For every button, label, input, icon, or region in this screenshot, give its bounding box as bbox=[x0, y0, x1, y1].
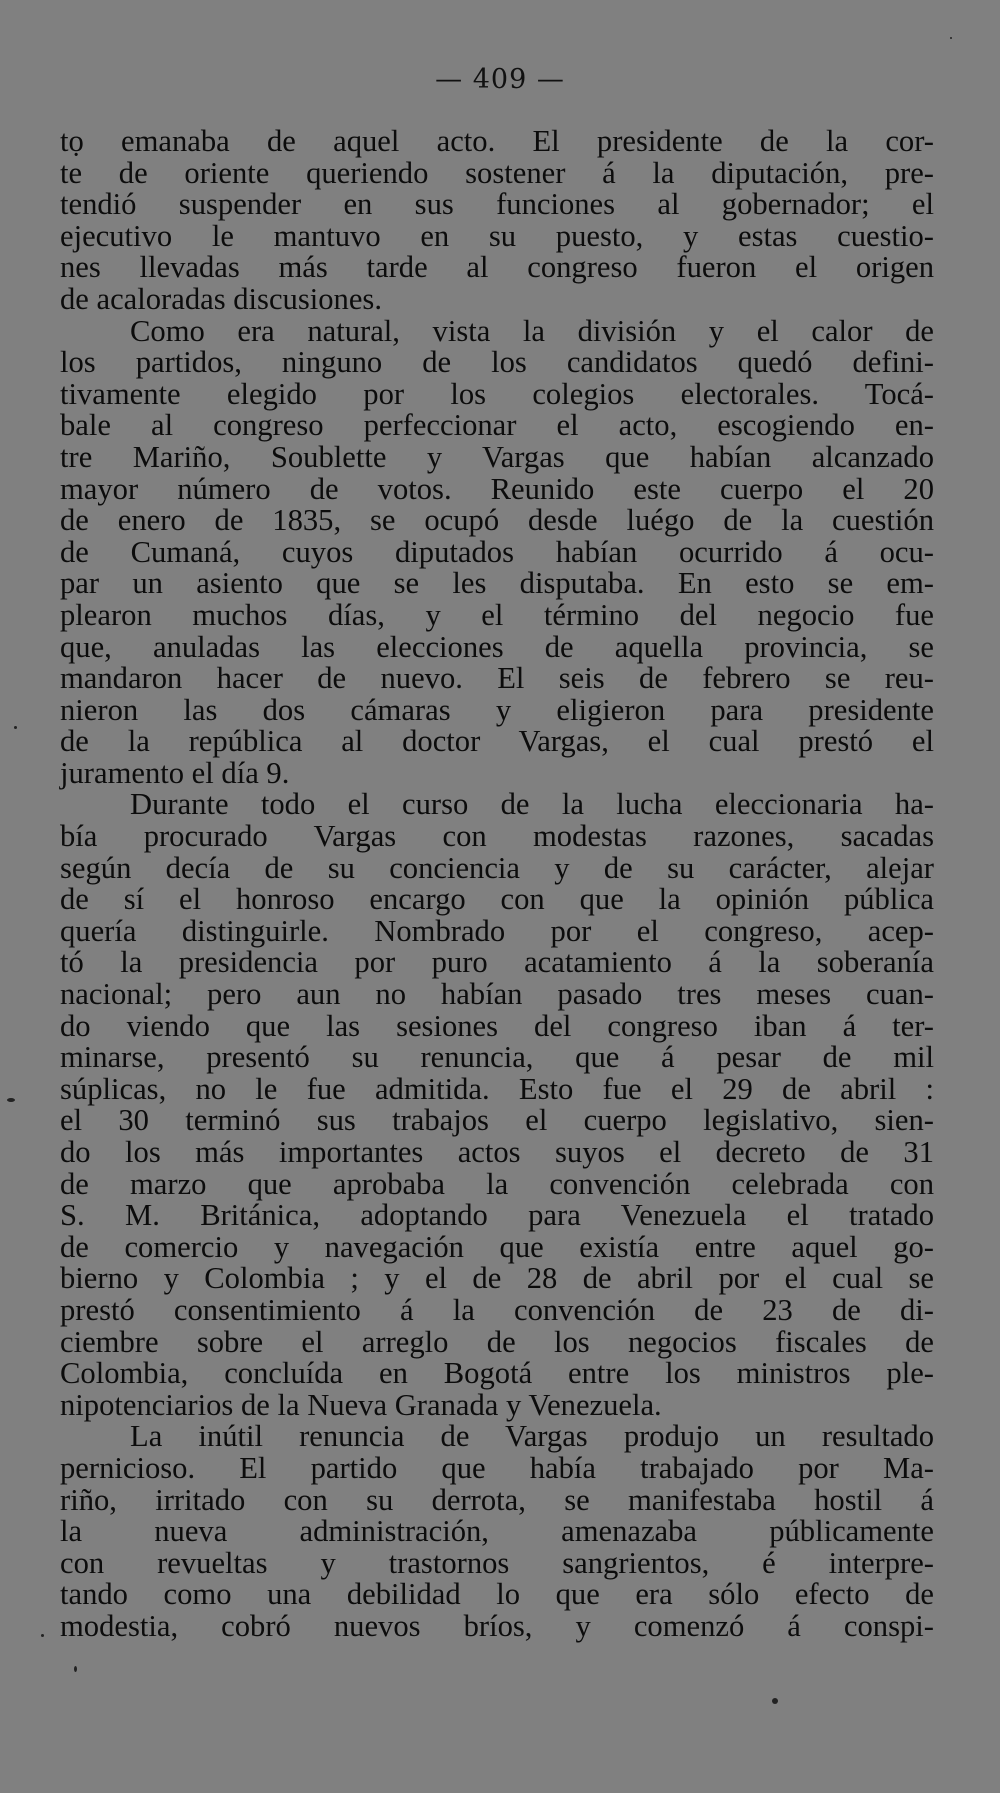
text-line: de la república al doctor Vargas, el cual prestó el bbox=[60, 724, 934, 759]
text-line: nipotenciarios de la Nueva Granada y Venezuela. bbox=[60, 1387, 662, 1422]
text-line: con revueltas y trastornos sangrientos, é interpre- bbox=[60, 1545, 934, 1580]
text-line: nes llevadas más tarde al congreso fueron el origen bbox=[60, 250, 934, 285]
text-line: modestia, cobró nuevos bríos, y comenzó á conspi- bbox=[60, 1608, 934, 1643]
text-line: nieron las dos cámaras y eligieron para presidente bbox=[60, 692, 934, 727]
text-line: te de oriente queriendo sostener á la diputación, pre- bbox=[60, 155, 934, 190]
scan-speck bbox=[14, 726, 17, 729]
text-line: riño, irritado con su derrota, se manifestaba hostil á bbox=[60, 1482, 934, 1517]
text-line: bierno y Colombia ; y el de 28 de abril por el cual se bbox=[60, 1261, 934, 1296]
text-line: mayor número de votos. Reunido este cuerpo el 20 bbox=[60, 471, 934, 506]
text-line: Como era natural, vista la división y el calor de bbox=[130, 313, 934, 348]
text-line: bale al congreso perfeccionar el acto, escogiendo en- bbox=[60, 408, 934, 443]
text-line: La inútil renuncia de Vargas produjo un resultado bbox=[130, 1419, 934, 1454]
text-line: tọ emanaba de aquel acto. El presidente de la cor- bbox=[60, 124, 934, 158]
text-line: de enero de 1835, se ocupó desde luégo de la cuestión bbox=[60, 503, 934, 538]
scan-speck bbox=[7, 1098, 15, 1102]
text-line: tó la presidencia por puro acatamiento á la soberanía bbox=[60, 945, 934, 980]
text-line: el 30 terminó sus trabajos el cuerpo legislativo, sien- bbox=[60, 1103, 934, 1138]
text-line: tre Mariño, Soublette y Vargas que habían alcanzado bbox=[60, 439, 934, 474]
text-line: bía procurado Vargas con modestas razones, sacadas bbox=[60, 819, 934, 854]
text-line: los partidos, ninguno de los candidatos quedó defini- bbox=[60, 345, 934, 380]
text-line: par un asiento que se les disputaba. En esto se em- bbox=[60, 566, 934, 601]
scan-speck bbox=[772, 1698, 778, 1704]
text-line: de marzo que aprobaba la convención celebrada con bbox=[60, 1166, 934, 1201]
text-line: tivamente elegido por los colegios electorales. Tocá- bbox=[60, 376, 934, 411]
text-line: la nueva administración, amenazaba públicamente bbox=[60, 1514, 934, 1549]
text-line: Durante todo el curso de la lucha eleccionaria ha- bbox=[130, 787, 934, 822]
scan-speck bbox=[950, 37, 952, 39]
scan-speck bbox=[41, 1634, 44, 1637]
page-number: — 409 — bbox=[435, 64, 565, 95]
scan-speck bbox=[74, 1666, 77, 1672]
text-line: minarse, presentó su renuncia, que á pesar de mil bbox=[60, 1040, 934, 1075]
text-line: de Cumaná, cuyos diputados habían ocurrido á ocu- bbox=[60, 534, 934, 569]
text-line: tando como una debilidad lo que era sólo efecto de bbox=[60, 1577, 934, 1612]
text-line: de acaloradas discusiones. bbox=[60, 281, 382, 316]
text-line: juramento el día 9. bbox=[60, 755, 290, 790]
text-line: tendió suspender en sus funciones al gobernador; el bbox=[60, 187, 934, 222]
text-line: de comercio y navegación que existía entre aquel go- bbox=[60, 1229, 934, 1264]
text-line: ciembre sobre el arreglo de los negocios fiscales de bbox=[60, 1324, 934, 1359]
text-line: nacional; pero aun no habían pasado tres meses cuan- bbox=[60, 977, 934, 1012]
text-line: súplicas, no le fue admitida. Esto fue el 29 de abril : bbox=[60, 1071, 934, 1106]
text-line: prestó consentimiento á la convención de 23 de di- bbox=[60, 1292, 934, 1327]
text-line: ejecutivo le mantuvo en su puesto, y estas cuestio- bbox=[60, 218, 934, 253]
text-line: do los más importantes actos suyos el decreto de 31 bbox=[60, 1135, 934, 1169]
text-line: S. M. Británica, adoptando para Venezuela el tratado bbox=[60, 1198, 934, 1233]
body-text bbox=[60, 126, 934, 1643]
text-line: de sí el honroso encargo con que la opinión pública bbox=[60, 882, 934, 917]
text-line: pernicioso. El partido que había trabajado por Ma- bbox=[60, 1450, 934, 1485]
text-line: plearon muchos días, y el término del negocio fue bbox=[60, 597, 934, 632]
text-line: quería distinguirle. Nombrado por el congreso, acep- bbox=[60, 913, 934, 948]
text-line: según decía de su conciencia y de su carácter, alejar bbox=[60, 850, 934, 885]
text-line: do viendo que las sesiones del congreso iban á ter- bbox=[60, 1008, 934, 1043]
text-line: que, anuladas las elecciones de aquella provincia, se bbox=[60, 629, 934, 664]
text-line: mandaron hacer de nuevo. El seis de febrero se reu- bbox=[60, 661, 934, 696]
text-line: Colombia, concluída en Bogotá entre los ministros ple- bbox=[60, 1356, 934, 1391]
